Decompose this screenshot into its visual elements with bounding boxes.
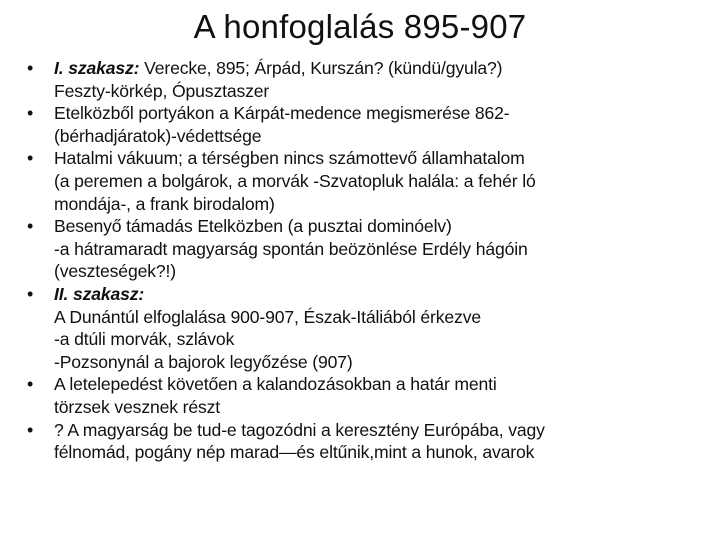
bullet-line: Besenyő támadás Etelközben (a pusztai dominóelv)	[54, 216, 452, 237]
bullet-dot-icon: •	[27, 103, 34, 124]
bullet-line: -Pozsonynál a bajorok legyőzése (907)	[54, 351, 353, 372]
bullet-text	[54, 57, 713, 102]
bullet-list	[27, 57, 713, 464]
bullet-line	[54, 57, 713, 80]
bullet-line: Hatalmi vákuum; a térségben nincs számottevő államhatalom	[54, 148, 525, 169]
bullet-line: -a hátramaradt magyarság spontán beözönlése Erdély hágóin	[54, 238, 528, 259]
bullet-item	[27, 373, 713, 418]
bullet-dot-icon: •	[27, 216, 34, 237]
bullet-line: -a dtúli morvák, szlávok	[54, 329, 235, 350]
bullet-line: Etelközből portyákon a Kárpát-medence megismerése 862-	[54, 103, 510, 124]
bullet-dot-icon: •	[27, 58, 34, 78]
bullet-item	[27, 57, 713, 102]
bullet-line: (veszteségek?!)	[54, 261, 176, 282]
bullet-text	[54, 215, 713, 283]
bullet-dot-icon: •	[27, 283, 34, 304]
bullet-item	[27, 419, 713, 464]
bullet-dot-icon: •	[27, 419, 34, 440]
bullet-dot-icon: •	[27, 148, 34, 169]
bullet-item	[27, 215, 713, 283]
bullet-line: A Dunántúl elfoglalása 900-907, Észak-Itáliából érkezve	[54, 306, 481, 327]
slide-title: A honfoglalás 895-907	[193, 8, 527, 45]
section-label: II. szakasz:	[54, 283, 145, 304]
bullet-line: törzsek vesznek részt	[54, 396, 221, 417]
bullet-line	[54, 283, 713, 306]
bullet-line: (a peremen a bolgárok, a morvák -Szvatopluk halála: a fehér ló	[54, 170, 536, 191]
bullet-item	[27, 147, 713, 215]
bullet-dot-icon: •	[27, 374, 34, 395]
bullet-text	[54, 283, 713, 373]
bullet-text	[54, 419, 713, 464]
bullet-text	[54, 102, 713, 147]
bullet-item	[27, 283, 713, 373]
bullet-text	[54, 147, 713, 215]
bullet-line: félnomád, pogány nép marad—és eltűnik,mint a hunok, avarok	[54, 442, 535, 463]
bullet-item	[27, 102, 713, 147]
bullet-line: ? A magyarság be tud-e tagozódni a keresztény Európába, vagy	[54, 419, 545, 440]
bullet-line: Feszty-körkép, Ópusztaszer	[54, 80, 270, 101]
bullet-text	[54, 373, 713, 418]
bullet-line: A letelepedést követően a kalandozásokban a határ menti	[54, 374, 497, 395]
bullet-line: (bérhadjáratok)-védettsége	[54, 125, 262, 146]
section-label: I. szakasz:	[54, 58, 140, 78]
bullet-line-text: Verecke, 895; Árpád, Kurszán? (kündü/gyula?)	[139, 58, 503, 78]
bullet-line: mondája-, a frank birodalom)	[54, 193, 275, 214]
